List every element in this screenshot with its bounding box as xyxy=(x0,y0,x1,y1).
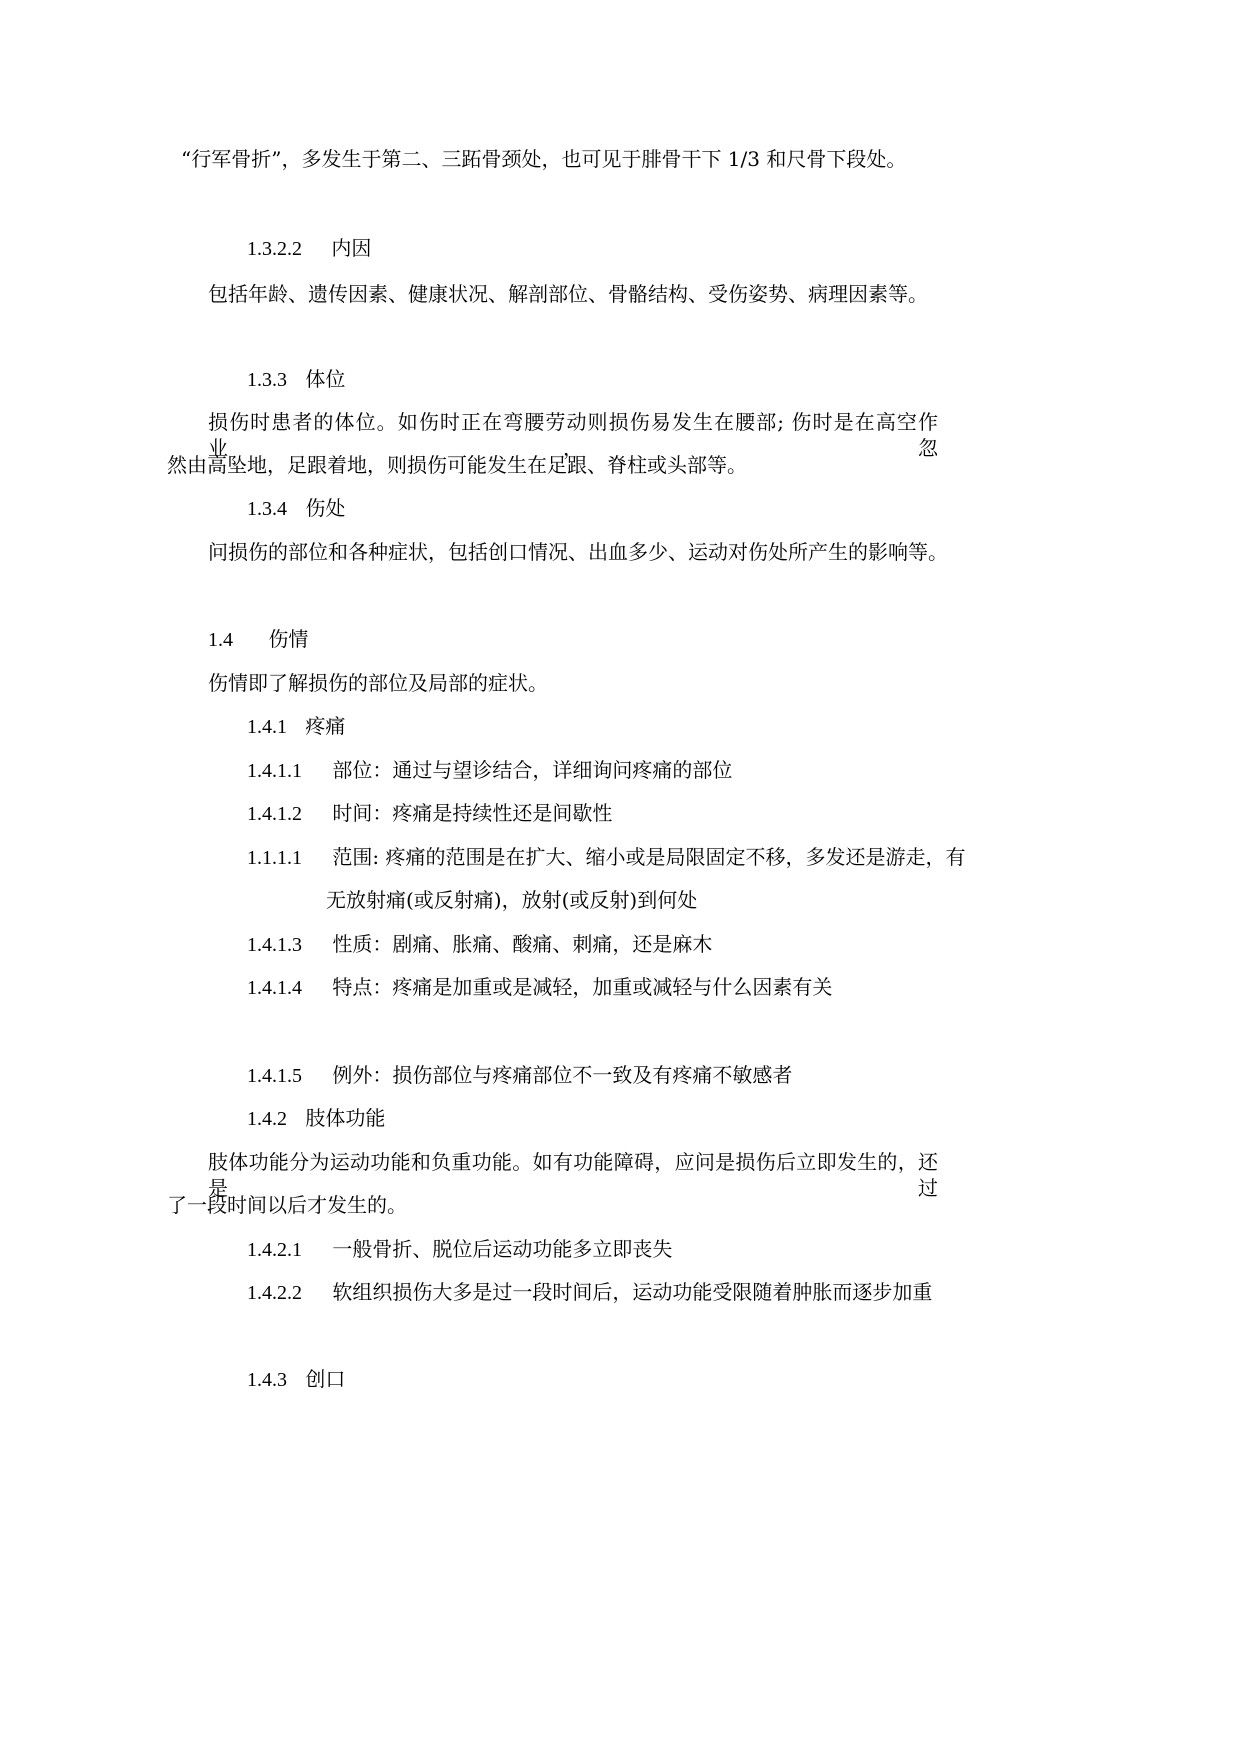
heading-1-4 xyxy=(208,626,308,653)
item-number: 1.4.1.4 xyxy=(247,977,302,999)
item-text: 性质：剧痛、胀痛、酸痛、刺痛，还是麻木 xyxy=(332,932,713,956)
item-text: 部位：通过与望诊结合，详细询问疼痛的部位 xyxy=(332,758,733,782)
item-1-1-1-1-continued xyxy=(326,887,697,913)
heading-1-4-3 xyxy=(247,1366,345,1393)
section-number: 1.4.1 xyxy=(247,716,287,738)
paragraph-1-3-2-2 xyxy=(208,281,928,307)
heading-1-3-4 xyxy=(247,495,345,522)
paragraph-text: 包括年龄、遗传因素、健康状况、解剖部位、骨骼结构、受伤姿势、病理因素等。 xyxy=(208,282,928,306)
item-text: 例外：损伤部位与疼痛部位不一致及有疼痛不敏感者 xyxy=(332,1063,793,1087)
item-text: 一般骨折、脱位后运动功能多立即丧失 xyxy=(332,1237,673,1261)
paragraph-text: 问损伤的部位和各种症状，包括创口情况、出血多少、运动对伤处所产生的影响等。 xyxy=(208,540,948,564)
section-number: 1.3.3 xyxy=(247,369,287,391)
paragraph-1-3-4 xyxy=(208,539,948,565)
item-1-4-1-3 xyxy=(247,931,712,958)
item-number: 1.1.1.1 xyxy=(247,847,302,869)
paragraph-text: 损伤时患者的体位。如伤时正在弯腰劳动则损伤易发生在腰部; 伤时是在高空作业，忽 xyxy=(208,410,938,460)
heading-1-4-2 xyxy=(247,1105,385,1132)
section-title: 内因 xyxy=(331,236,372,260)
paragraph-1-4-2-line-2 xyxy=(167,1192,407,1218)
item-1-4-1-2 xyxy=(247,800,612,827)
paragraph-text: 了一段时间以后才发生的。 xyxy=(167,1193,407,1217)
section-title: 疼痛 xyxy=(305,714,346,738)
section-title: 肢体功能 xyxy=(305,1106,386,1130)
item-text: 无放射痛(或反射痛)，放射(或反射)到何处 xyxy=(326,888,698,912)
item-text: 范围: 疼痛的范围是在扩大、缩小或是局限固定不移，多发还是游走，有 xyxy=(332,845,966,869)
section-title: 创口 xyxy=(305,1367,346,1391)
section-number: 1.4.3 xyxy=(247,1369,287,1391)
section-title: 伤处 xyxy=(305,496,346,520)
section-number: 1.3.4 xyxy=(247,498,287,520)
item-number: 1.4.1.2 xyxy=(247,803,302,825)
section-title: 体位 xyxy=(305,367,346,391)
item-1-4-1-1 xyxy=(247,757,732,784)
heading-1-3-3 xyxy=(247,366,345,393)
section-number: 1.4.2 xyxy=(247,1108,287,1130)
paragraph-text: 肢体功能分为运动功能和负重功能。如有功能障碍，应问是损伤后立即发生的，还是过 xyxy=(208,1150,938,1200)
paragraph-1-4 xyxy=(208,670,548,696)
item-1-4-2-2 xyxy=(247,1279,932,1306)
section-number: 1.4 xyxy=(208,629,233,651)
item-text: 特点：疼痛是加重或是减轻，加重或减轻与什么因素有关 xyxy=(332,975,833,999)
item-text: 软组织损伤大多是过一段时间后，运动功能受限随着肿胀而逐步加重 xyxy=(332,1280,933,1304)
item-number: 1.4.1.1 xyxy=(247,760,302,782)
item-number: 1.4.2.1 xyxy=(247,1239,302,1261)
paragraph-text: “行军骨折”，多发生于第二、三跖骨颈处，也可见于腓骨干下 1/3 和尺骨下段处。 xyxy=(181,147,907,171)
paragraph-text: 伤情即了解损伤的部位及局部的症状。 xyxy=(208,671,548,695)
item-number: 1.4.1.3 xyxy=(247,934,302,956)
item-number: 1.4.1.5 xyxy=(247,1065,302,1087)
paragraph-continued xyxy=(181,146,906,172)
item-1-4-2-1 xyxy=(247,1236,672,1263)
paragraph-1-3-3-line-2 xyxy=(167,452,747,478)
section-number: 1.3.2.2 xyxy=(247,238,302,260)
item-1-1-1-1 xyxy=(247,844,965,871)
item-1-4-1-5 xyxy=(247,1062,792,1089)
item-1-4-1-4 xyxy=(247,974,832,1001)
heading-1-4-1 xyxy=(247,713,345,740)
heading-1-3-2-2 xyxy=(247,235,371,262)
section-title: 伤情 xyxy=(268,627,309,651)
item-text: 时间：疼痛是持续性还是间歇性 xyxy=(332,801,613,825)
item-number: 1.4.2.2 xyxy=(247,1282,302,1304)
paragraph-text: 然由高坠地，足跟着地，则损伤可能发生在足跟、脊柱或头部等。 xyxy=(167,453,747,477)
